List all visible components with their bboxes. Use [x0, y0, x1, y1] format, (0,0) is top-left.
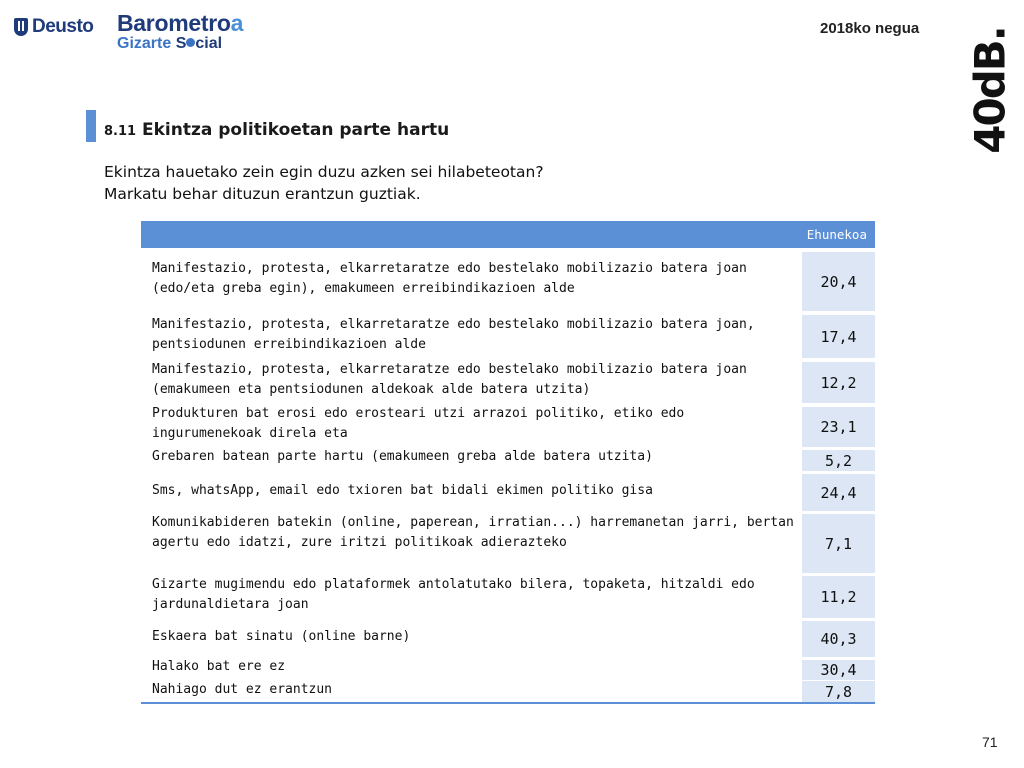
deusto-shield-icon: [14, 18, 28, 36]
barometro-logo-accent: a: [230, 10, 244, 36]
row-label-line-1: Gizarte mugimendu edo plataformek antolatutako bilera, topaketa, hitzaldi edo: [152, 577, 755, 592]
row-label: [141, 311, 799, 358]
row-label: [141, 657, 799, 680]
brand-40db-logo: [960, 26, 1020, 154]
table-row: [141, 618, 875, 657]
section-title-text: Ekintza politikoetan parte hartu: [142, 120, 450, 140]
row-label-line-1: Manifestazio, protesta, elkarretaratze edo bestelako mobilizazio batera joan,: [152, 317, 755, 332]
row-label-line-1: Manifestazio, protesta, elkarretaratze edo bestelako mobilizazio batera joan: [152, 362, 747, 377]
row-label-line-1: Manifestazio, protesta, elkarretaratze edo bestelako mobilizazio batera joan: [152, 261, 747, 276]
row-label: [141, 573, 799, 618]
row-value: 5,2: [802, 450, 875, 471]
row-label: [141, 248, 799, 311]
social-rest: cial: [195, 35, 223, 52]
row-value: 12,2: [802, 362, 875, 403]
row-label: [141, 471, 799, 511]
gizarte-text: Gizarte: [117, 35, 172, 52]
row-value: 40,3: [802, 621, 875, 657]
row-label-line-2: (emakumeen eta pentsiodunen aldekoak alde batera utzita): [152, 382, 591, 397]
row-value: 20,4: [802, 252, 875, 311]
table-row: [141, 657, 875, 680]
row-label-line-1: Produkturen bat erosi edo erosteari utzi arrazoi politiko, etiko edo: [152, 406, 685, 421]
barometro-logo: [117, 10, 243, 37]
row-label-line-2: pentsiodunen erreibindikazioen alde: [152, 337, 426, 352]
table-header: [141, 221, 875, 248]
row-label: [141, 680, 799, 702]
deusto-logo-text: Deusto: [32, 16, 94, 37]
row-value: 7,8: [802, 681, 875, 702]
table-bottom-rule: [141, 702, 875, 704]
row-label-line-2: agertu edo idatzi, zure iritzi politikoak adierazteko: [152, 535, 567, 550]
row-label: [141, 447, 799, 471]
season-label: 2018ko negua: [820, 20, 920, 37]
row-label-line-2: jardunaldietara joan: [152, 597, 309, 612]
row-value: 17,4: [802, 315, 875, 358]
row-label-line-1: Sms, whatsApp, email edo txioren bat bidali ekimen politiko gisa: [152, 483, 653, 498]
row-value: 11,2: [802, 576, 875, 618]
table-row: [141, 403, 875, 447]
question-line-1: Ekintza hauetako zein egin duzu azken sei hilabeteotan?: [104, 163, 544, 181]
question-line-2: Markatu behar dituzun erantzun guztiak.: [104, 185, 421, 203]
brand-40db-text: 40dB.: [965, 26, 1015, 154]
table-row: [141, 358, 875, 403]
results-table: [141, 221, 875, 704]
section-title: [104, 120, 449, 140]
row-value: 30,4: [802, 660, 875, 680]
row-label-line-1: Eskaera bat sinatu (online barne): [152, 629, 411, 644]
gizarte-social-logo: [117, 35, 222, 53]
row-value: 24,4: [802, 474, 875, 511]
table-row: [141, 511, 875, 573]
social-s: S: [175, 35, 187, 52]
row-label-line-1: Grebaren batean parte hartu (emakumeen greba alde batera utzita): [152, 449, 653, 464]
row-label-line-2: (edo/eta greba egin), emakumeen erreibindikazioen alde: [152, 281, 575, 296]
row-label-line-1: Komunikabideren batekin (online, paperean, irratian...) harremanetan jarri, bertan: [152, 515, 794, 530]
row-label: [141, 618, 799, 657]
barometro-logo-main: Barometro: [117, 10, 231, 36]
row-label: [141, 358, 799, 403]
question-text: [104, 161, 544, 205]
table-row: [141, 447, 875, 471]
row-value: 7,1: [802, 514, 875, 573]
section-marker-bar: [86, 110, 96, 142]
table-row: [141, 680, 875, 702]
column-header-ehunekoa: Ehunekoa: [806, 227, 867, 242]
table-row: [141, 248, 875, 311]
table-row: [141, 573, 875, 618]
row-value: 23,1: [802, 407, 875, 447]
deusto-logo: [14, 16, 93, 38]
section-number: 8.11: [104, 124, 137, 139]
row-label-line-1: Halako bat ere ez: [152, 659, 286, 674]
row-label: [141, 511, 799, 573]
table-row: [141, 311, 875, 358]
row-label: [141, 403, 799, 447]
row-label-line-1: Nahiago dut ez erantzun: [152, 682, 333, 697]
table-row: [141, 471, 875, 511]
page-number: 71: [982, 734, 998, 750]
row-label-line-2: ingurumenekoak direla eta: [152, 426, 348, 441]
